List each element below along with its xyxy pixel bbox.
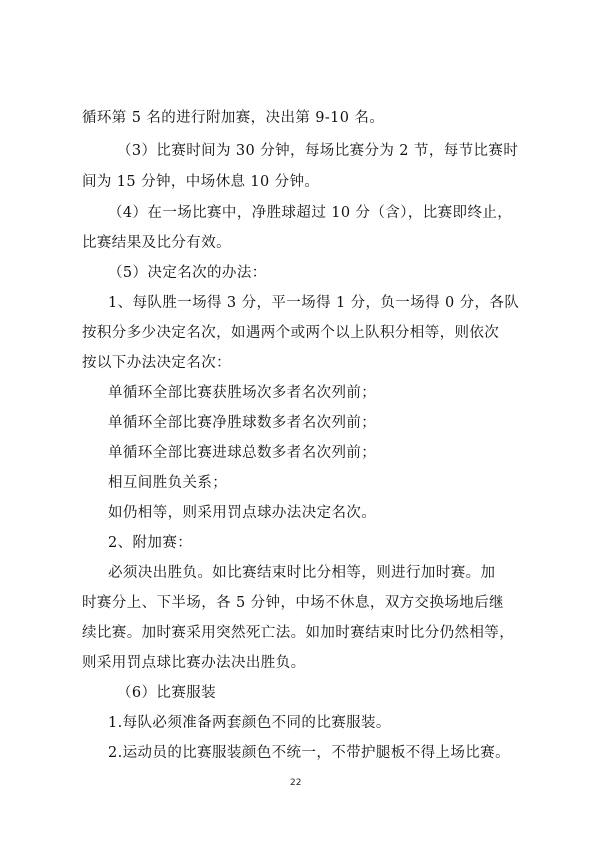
text-line-2: （3）比赛时间为 30 分钟，每场比赛分为 2 节，每节比赛时 (117, 143, 519, 159)
text-line-9: 按以下办法决定名次： (82, 355, 231, 371)
text-line-3: 间为 15 分钟，中场休息 10 分钟。 (82, 174, 320, 190)
text-line-19: 则采用罚点球比赛办法决出胜负。 (82, 655, 306, 671)
text-line-18: 续比赛。加时赛采用突然死亡法。如加时赛结束时比分仍然相等， (82, 625, 515, 641)
text-line-5: 比赛结果及比分有效。 (82, 235, 231, 251)
page-number: 22 (290, 778, 302, 788)
text-line-14: 如仍相等，则采用罚点球办法决定名次。 (108, 505, 377, 521)
text-line-22: 2.运动员的比赛服装颜色不统一，不带护腿板不得上场比赛。 (108, 745, 511, 761)
text-line-20: （6）比赛服装 (117, 685, 217, 701)
text-line-7: 1、每队胜一场得 3 分，平一场得 1 分，负一场得 0 分，各队 (108, 295, 520, 311)
text-line-11: 单循环全部比赛净胜球数多者名次列前； (108, 415, 377, 431)
text-line-4: （4）在一场比赛中，净胜球超过 10 分（含），比赛即终止， (108, 205, 513, 221)
text-line-21: 1.每队必须准备两套颜色不同的比赛服装。 (108, 715, 391, 731)
text-line-17: 时赛分上、下半场，各 5 分钟，中场不休息，双方交换场地后继 (82, 595, 504, 611)
text-line-10: 单循环全部比赛获胜场次多者名次列前； (108, 385, 377, 401)
text-line-15: 2、附加赛： (108, 535, 193, 551)
text-line-12: 单循环全部比赛进球总数多者名次列前； (108, 445, 377, 461)
text-line-8: 按积分多少决定名次，如遇两个或两个以上队积分相等，则依次 (82, 325, 500, 341)
text-line-13: 相互间胜负关系； (108, 475, 228, 491)
text-line-6: （5）决定名次的办法： (108, 265, 267, 281)
text-line-16: 必须决出胜负。如比赛结束时比分相等，则进行加时赛。加 (108, 565, 496, 581)
text-line-1: 循环第 5 名的进行附加赛，决出第 9-10 名。 (82, 110, 385, 126)
